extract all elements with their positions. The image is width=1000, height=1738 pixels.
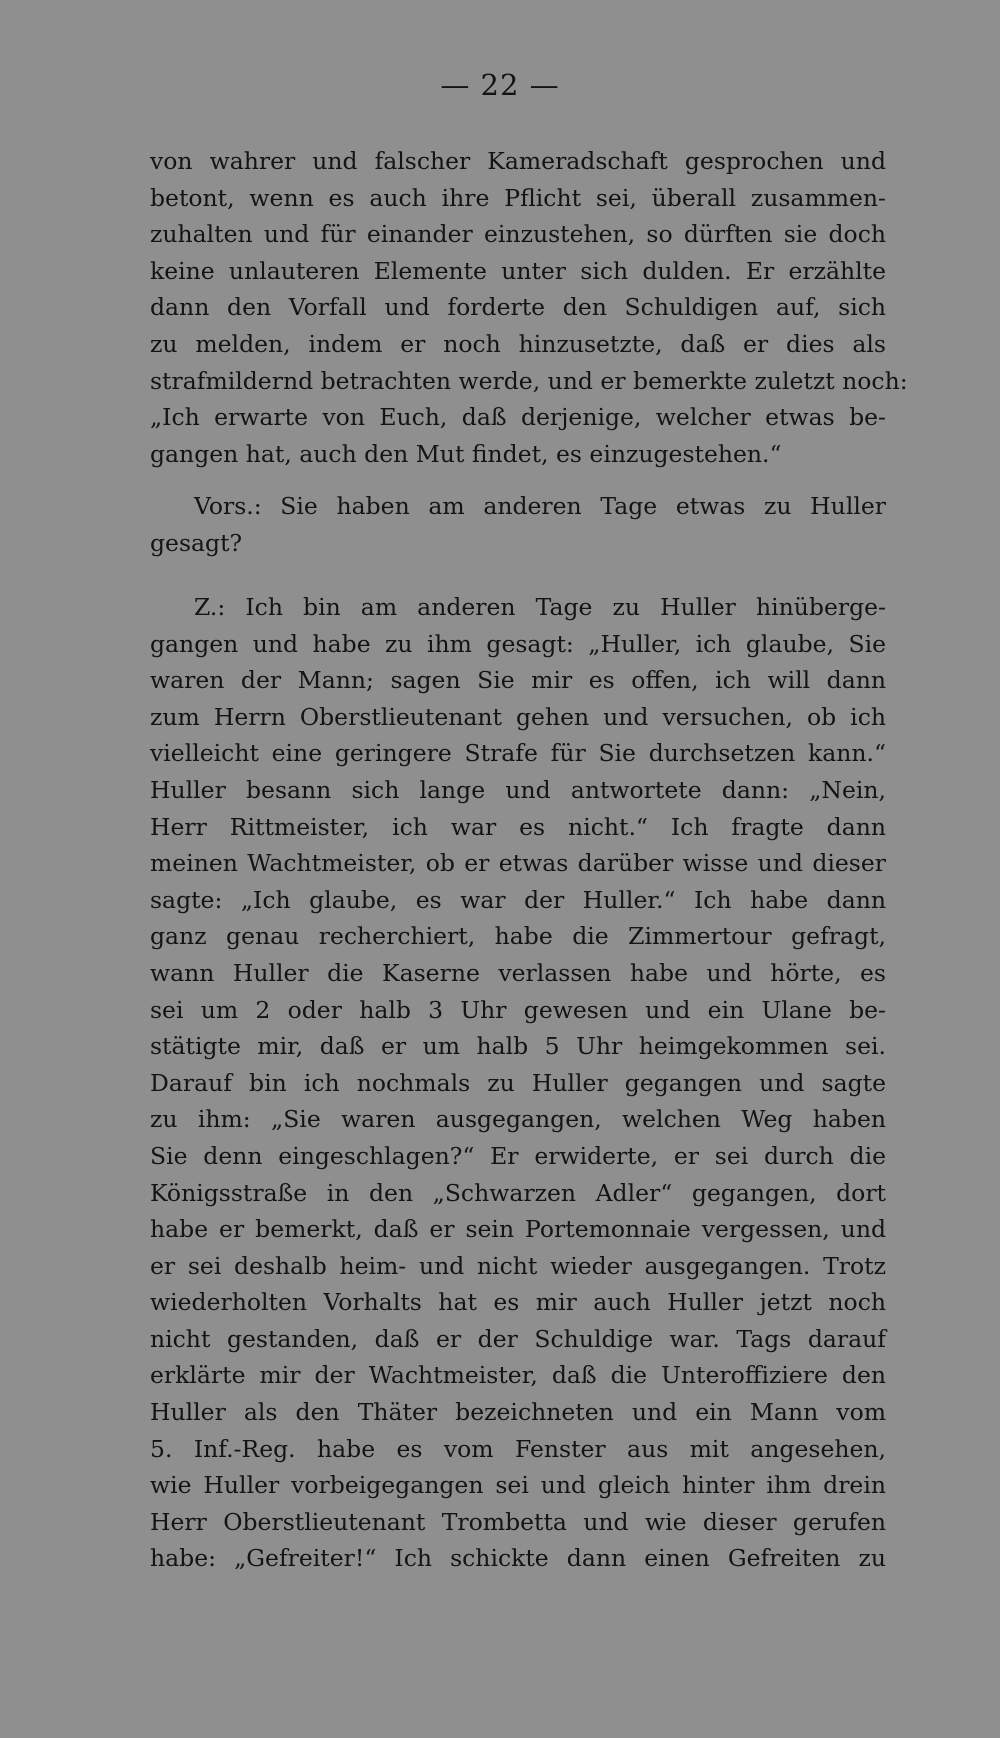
text-line: Herr Rittmeister, ich war es nicht.“ Ich fragte dann bbox=[150, 812, 886, 841]
text-line: zu melden, indem er noch hinzusetzte, daß er dies als bbox=[150, 329, 886, 358]
paragraph-chair-question bbox=[150, 488, 886, 561]
text-line: 5. Inf.-Reg. habe es vom Fenster aus mit angesehen, bbox=[150, 1434, 886, 1463]
text-line: zuhalten und für einander einzustehen, so dürften sie doch bbox=[150, 220, 886, 249]
text-line: stätigte mir, daß er um halb 5 Uhr heimgekommen sei. bbox=[150, 1032, 886, 1061]
text-line: von wahrer und falscher Kameradschaft gesprochen und bbox=[150, 147, 886, 175]
text-line: Z.: Ich bin am anderen Tage zu Huller hinüberge- bbox=[194, 593, 886, 621]
text-line: wann Huller die Kaserne verlassen habe und hörte, es bbox=[150, 958, 886, 987]
text-line: erklärte mir der Wachtmeister, daß die Unteroffiziere den bbox=[150, 1361, 886, 1390]
text-line: Königsstraße in den „Schwarzen Adler“ gegangen, dort bbox=[150, 1178, 886, 1207]
text-line: Vors.: Sie haben am anderen Tage etwas zu Huller bbox=[194, 492, 886, 520]
text-line: Darauf bin ich nochmals zu Huller gegangen und sagte bbox=[150, 1068, 886, 1097]
text-line: habe: „Gefreiter!“ Ich schickte dann einen Gefreiten zu bbox=[150, 1544, 886, 1573]
paragraph-witness-answer bbox=[150, 589, 886, 1577]
text-line: gesagt? bbox=[150, 528, 243, 557]
text-line: meinen Wachtmeister, ob er etwas darüber wisse und dieser bbox=[150, 849, 886, 878]
text-line: Herr Oberstlieutenant Trombetta und wie dieser gerufen bbox=[150, 1507, 886, 1536]
text-line: betont, wenn es auch ihre Pflicht sei, überall zusammen- bbox=[150, 183, 886, 212]
text-line: waren der Mann; sagen Sie mir es offen, ich will dann bbox=[150, 666, 886, 695]
text-line: zu ihm: „Sie waren ausgegangen, welchen Weg haben bbox=[150, 1105, 886, 1134]
text-line: gangen hat, auch den Mut findet, es einzugestehen.“ bbox=[150, 439, 782, 468]
text-line: habe er bemerkt, daß er sein Portemonnaie vergessen, und bbox=[150, 1215, 886, 1244]
text-line: vielleicht eine geringere Strafe für Sie durchsetzen kann.“ bbox=[150, 739, 886, 768]
text-line: zum Herrn Oberstlieutenant gehen und versuchen, ob ich bbox=[150, 702, 886, 731]
text-line: wiederholten Vorhalts hat es mir auch Huller jetzt noch bbox=[150, 1288, 886, 1317]
text-line: Huller besann sich lange und antwortete dann: „Nein, bbox=[150, 775, 886, 804]
text-line: er sei deshalb heim- und nicht wieder ausgegangen. Trotz bbox=[150, 1251, 886, 1280]
text-line: Sie denn eingeschlagen?“ Er erwiderte, er sei durch die bbox=[150, 1141, 886, 1170]
text-line: keine unlauteren Elemente unter sich dulden. Er erzählte bbox=[150, 256, 886, 285]
text-line: strafmildernd betrachten werde, und er bemerkte zuletzt noch: bbox=[150, 366, 908, 395]
page-number: — 22 — bbox=[440, 68, 560, 102]
text-line: „Ich erwarte von Euch, daß derjenige, welcher etwas be- bbox=[150, 403, 886, 432]
text-line: nicht gestanden, daß er der Schuldige war. Tags darauf bbox=[150, 1324, 886, 1353]
text-line: Huller als den Thäter bezeichneten und ein Mann vom bbox=[150, 1398, 886, 1427]
text-line: sagte: „Ich glaube, es war der Huller.“ Ich habe dann bbox=[150, 885, 886, 914]
text-line: gangen und habe zu ihm gesagt: „Huller, ich glaube, Sie bbox=[150, 629, 886, 658]
text-line: dann den Vorfall und forderte den Schuldigen auf, sich bbox=[150, 293, 886, 322]
text-line: ganz genau recherchiert, habe die Zimmertour gefragt, bbox=[150, 922, 886, 951]
paragraph-committee-speech bbox=[150, 143, 908, 472]
text-line: wie Huller vorbeigegangen sei und gleich hinter ihm drein bbox=[150, 1471, 886, 1500]
text-line: sei um 2 oder halb 3 Uhr gewesen und ein Ulane be- bbox=[150, 995, 886, 1024]
